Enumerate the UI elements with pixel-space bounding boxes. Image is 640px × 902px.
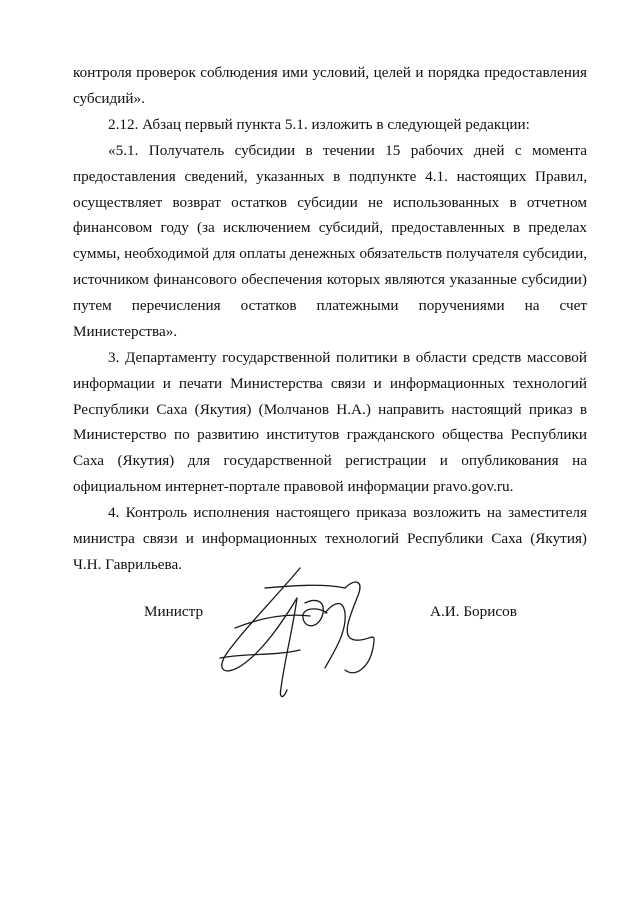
paragraph-4: 4. Контроль исполнения настоящего приказа возложить на заместителя министра связи и информационных технологий Республики Саха (Якутия) Ч.Н. Гаврильева. bbox=[73, 504, 587, 573]
paragraph-3: 3. Департаменту государственной политики в области средств массовой информации и печати Министерства связи и информационных технологий Республики Саха (Якутия) (Молчанов Н.А.) направить настоящий приказ в Министерство по развитию институтов гражданского общества Республики Саха (Якутия) для государственной регистрации и опубликования на официальном интернет-портале правовой информации pravo.gov.ru. bbox=[73, 349, 587, 495]
paragraph-2-12: 2.12. Абзац первый пункта 5.1. изложить в следующей редакции: bbox=[108, 116, 530, 133]
paragraph-continuation: контроля проверок соблюдения ими условий, целей и порядка предоставления субсидий». bbox=[73, 64, 587, 107]
signatory-role: Министр bbox=[144, 603, 204, 620]
handwritten-signature bbox=[205, 558, 395, 708]
signatory-name: А.И. Борисов bbox=[430, 603, 517, 620]
paragraph-5-1-quote: «5.1. Получатель субсидии в течении 15 рабочих дней с момента предоставления сведений, указанных в подпункте 4.1. настоящих Правил, осуществляет возврат остатков субсидии не использованных в отчетном финансовом году (за исключением субсидий, предоставленных в пределах суммы, необходимой для оплаты денежных обязательств получателя субсидии, источником финансового обеспечения которых являются указанные субсидии) путем перечисления остатков платежными поручениями на счет Министерства». bbox=[73, 142, 587, 340]
